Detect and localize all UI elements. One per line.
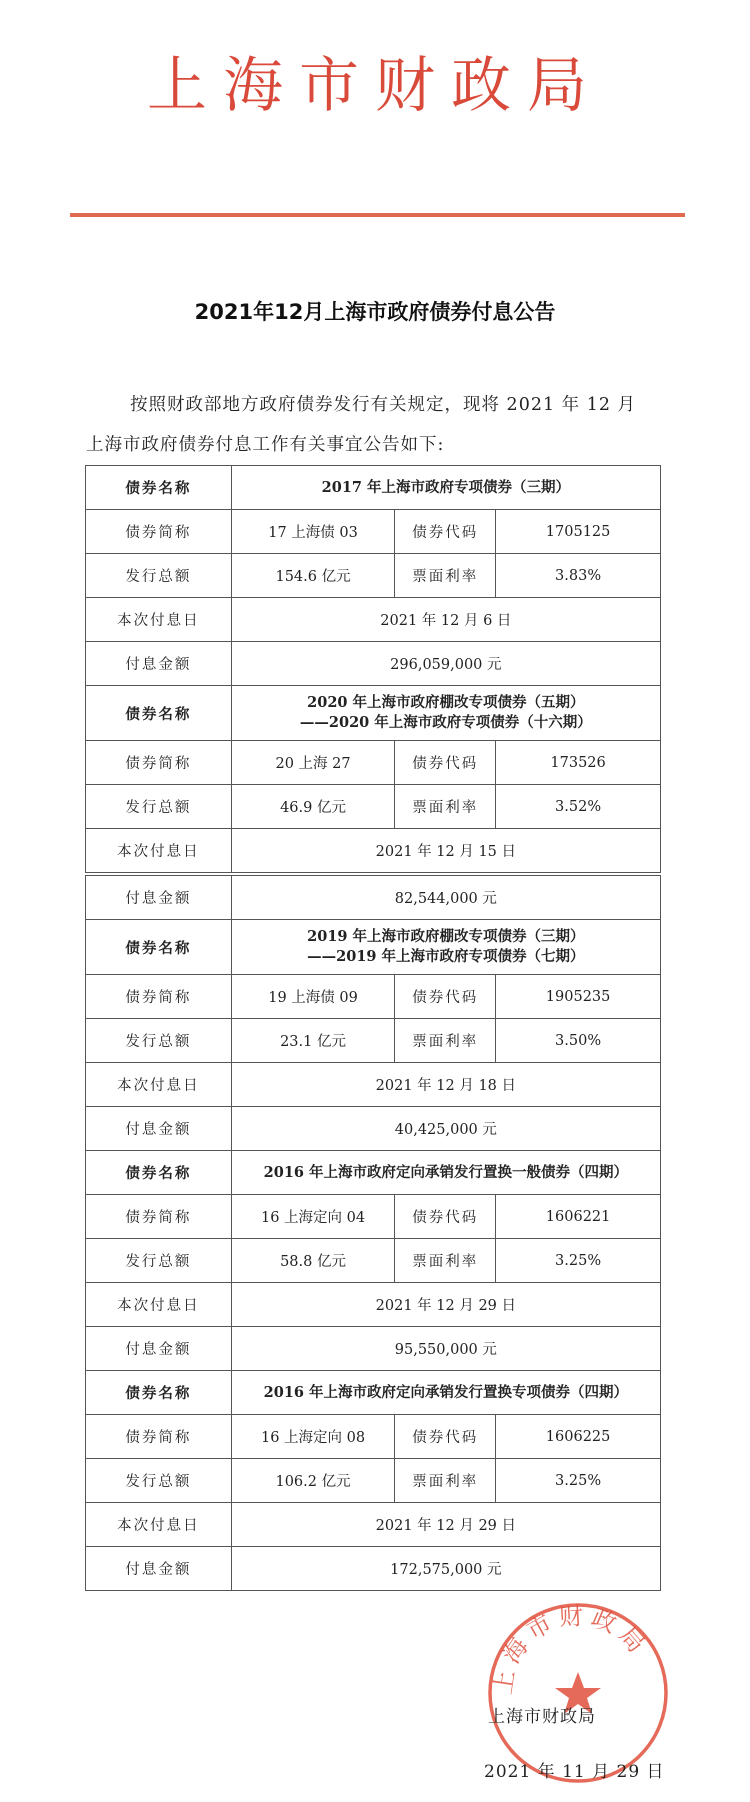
short-name-label: 债券简称	[86, 975, 232, 1019]
issue-amount-value: 106.2 亿元	[231, 1459, 395, 1503]
bond-code-value: 1606225	[496, 1415, 661, 1459]
bond-code-label: 债券代码	[395, 741, 496, 785]
table-row	[86, 1239, 661, 1283]
table-row	[86, 785, 661, 829]
letterhead-rule	[70, 213, 685, 217]
interest-amount-label: 付息金额	[86, 642, 232, 686]
issue-amount-label: 发行总额	[86, 554, 232, 598]
bond-code-value: 1705125	[496, 510, 661, 554]
coupon-rate-value: 3.25%	[496, 1239, 661, 1283]
table-row	[86, 1063, 661, 1107]
short-name-value: 20 上海 27	[231, 741, 395, 785]
short-name-value: 16 上海定向 04	[231, 1195, 395, 1239]
interest-amount-value: 172,575,000 元	[231, 1547, 660, 1591]
table-row	[86, 642, 661, 686]
bond-name-value	[231, 1151, 660, 1195]
payment-date-label: 本次付息日	[86, 1283, 232, 1327]
table-row	[86, 1503, 661, 1547]
coupon-rate-label: 票面利率	[395, 554, 496, 598]
payment-date-label: 本次付息日	[86, 829, 232, 873]
intro-line-1: 按照财政部地方政府债券发行有关规定，现将 2021 年 12 月	[130, 395, 637, 415]
svg-text:上海市财政局: 上海市财政局	[488, 1601, 655, 1697]
interest-amount-value: 95,550,000 元	[231, 1327, 660, 1371]
payment-date-label: 本次付息日	[86, 1503, 232, 1547]
issue-amount-label: 发行总额	[86, 1459, 232, 1503]
table-row	[86, 829, 661, 873]
short-name-label: 债券简称	[86, 1415, 232, 1459]
document-title: 2021年12月上海市政府债券付息公告	[194, 300, 556, 324]
table-row	[86, 1019, 661, 1063]
short-name-label: 债券简称	[86, 1195, 232, 1239]
issue-amount-value: 58.8 亿元	[231, 1239, 395, 1283]
bond-code-label: 债券代码	[395, 510, 496, 554]
intro-line-2: 上海市政府债券付息工作有关事宜公告如下:	[86, 435, 445, 455]
table-row	[86, 920, 661, 975]
payment-date-value: 2021 年 12 月 15 日	[231, 829, 660, 873]
table-row	[86, 598, 661, 642]
short-name-value: 17 上海债 03	[231, 510, 395, 554]
table-row	[86, 686, 661, 741]
interest-amount-value: 296,059,000 元	[231, 642, 660, 686]
intro-paragraph	[86, 385, 666, 465]
bond-table-part-1	[85, 465, 661, 873]
coupon-rate-label: 票面利率	[395, 1239, 496, 1283]
bond-code-label: 债券代码	[395, 1415, 496, 1459]
bond-name-line: 2020 年上海市政府棚改专项债券（五期）	[307, 694, 585, 711]
table-row	[86, 1151, 661, 1195]
short-name-value: 19 上海债 09	[231, 975, 395, 1019]
interest-amount-label: 付息金额	[86, 1547, 232, 1591]
coupon-rate-label: 票面利率	[395, 785, 496, 829]
letterhead-org-name: 上海市财政局	[147, 51, 603, 121]
issue-amount-label: 发行总额	[86, 785, 232, 829]
bond-name-label: 债券名称	[86, 920, 232, 975]
table-row	[86, 876, 661, 920]
table-row	[86, 1415, 661, 1459]
interest-amount-label: 付息金额	[86, 1327, 232, 1371]
bond-name-line: 2016 年上海市政府定向承销发行置换一般债券（四期）	[263, 1163, 629, 1181]
interest-amount-label: 付息金额	[86, 1107, 232, 1151]
bond-name-label: 债券名称	[86, 686, 232, 741]
bond-name-line: ——2020 年上海市政府专项债券（十六期）	[299, 714, 592, 731]
bond-code-label: 债券代码	[395, 975, 496, 1019]
table-row	[86, 554, 661, 598]
issue-amount-value: 46.9 亿元	[231, 785, 395, 829]
bond-name-label: 债券名称	[86, 466, 232, 510]
bond-code-label: 债券代码	[395, 1195, 496, 1239]
coupon-rate-value: 3.50%	[496, 1019, 661, 1063]
table-row	[86, 466, 661, 510]
table-row	[86, 1547, 661, 1591]
table-row	[86, 510, 661, 554]
issue-amount-label: 发行总额	[86, 1239, 232, 1283]
bond-name-label: 债券名称	[86, 1151, 232, 1195]
table-row	[86, 741, 661, 785]
bond-name-value	[231, 1371, 660, 1415]
bond-name-line: 2016 年上海市政府定向承销发行置换专项债券（四期）	[263, 1383, 629, 1401]
coupon-rate-value: 3.83%	[496, 554, 661, 598]
coupon-rate-value: 3.25%	[496, 1459, 661, 1503]
coupon-rate-label: 票面利率	[395, 1019, 496, 1063]
payment-date-value: 2021 年 12 月 29 日	[231, 1283, 660, 1327]
bond-code-value: 1905235	[496, 975, 661, 1019]
short-name-label: 债券简称	[86, 741, 232, 785]
table-row	[86, 1327, 661, 1371]
signature-date: 2021 年 11 月 29 日	[484, 1762, 665, 1782]
payment-date-value: 2021 年 12 月 6 日	[231, 598, 660, 642]
interest-amount-label: 付息金额	[86, 876, 232, 920]
signature-org: 上海市财政局	[488, 1707, 596, 1727]
coupon-rate-value: 3.52%	[496, 785, 661, 829]
payment-date-label: 本次付息日	[86, 598, 232, 642]
issue-amount-value: 154.6 亿元	[231, 554, 395, 598]
bond-name-line: 2019 年上海市政府棚改专项债券（三期）	[307, 928, 585, 945]
interest-amount-value: 40,425,000 元	[231, 1107, 660, 1151]
coupon-rate-label: 票面利率	[395, 1459, 496, 1503]
bond-name-value	[231, 920, 660, 975]
short-name-value: 16 上海定向 08	[231, 1415, 395, 1459]
bond-name-label: 债券名称	[86, 1371, 232, 1415]
bond-name-value	[231, 686, 660, 741]
bond-table-part-2	[85, 875, 661, 1591]
table-row	[86, 975, 661, 1019]
table-row	[86, 1107, 661, 1151]
table-row	[86, 1459, 661, 1503]
bond-code-value: 173526	[496, 741, 661, 785]
table-row	[86, 1283, 661, 1327]
table-row	[86, 1371, 661, 1415]
bond-name-line: 2017 年上海市政府专项债券（三期）	[321, 478, 571, 496]
bond-name-value	[231, 466, 660, 510]
interest-amount-value: 82,544,000 元	[231, 876, 660, 920]
table-row	[86, 1195, 661, 1239]
bond-code-value: 1606221	[496, 1195, 661, 1239]
short-name-label: 债券简称	[86, 510, 232, 554]
payment-date-value: 2021 年 12 月 18 日	[231, 1063, 660, 1107]
issue-amount-label: 发行总额	[86, 1019, 232, 1063]
bond-name-line: ——2019 年上海市政府专项债券（七期）	[307, 948, 585, 965]
payment-date-label: 本次付息日	[86, 1063, 232, 1107]
payment-date-value: 2021 年 12 月 29 日	[231, 1503, 660, 1547]
issue-amount-value: 23.1 亿元	[231, 1019, 395, 1063]
